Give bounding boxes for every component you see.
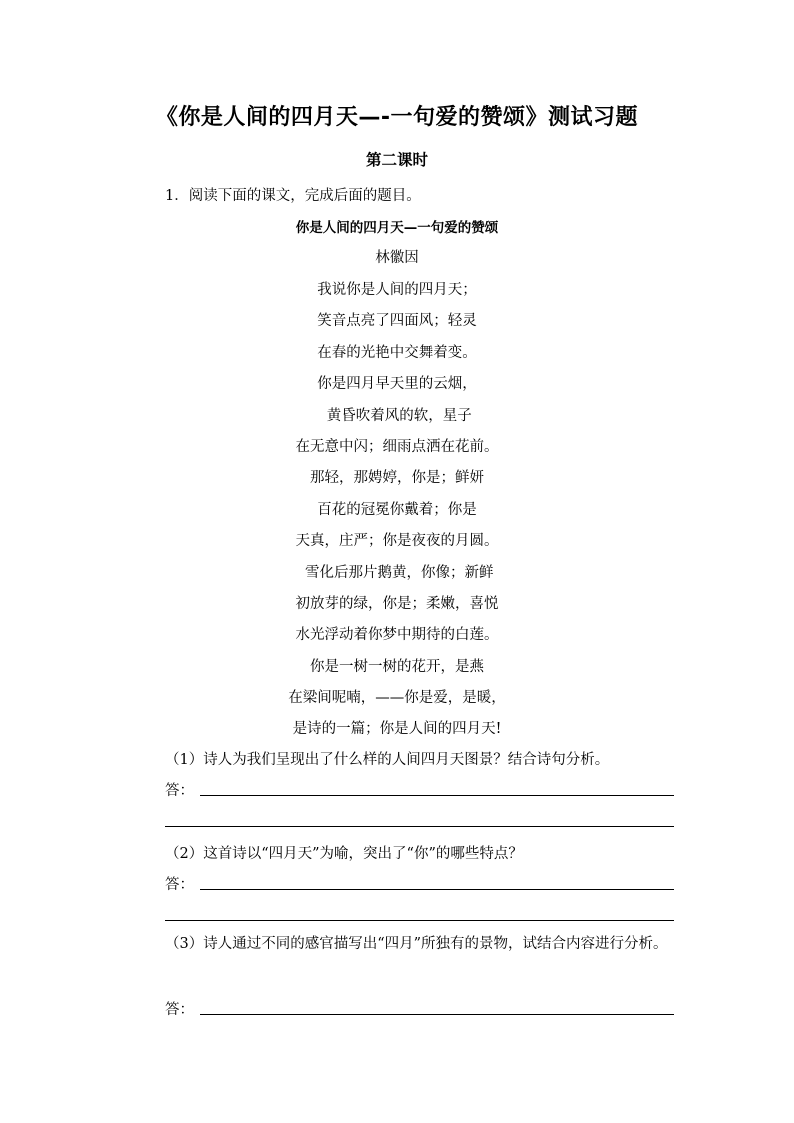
poem-line: 在梁间呢喃，——你是爱，是暖， xyxy=(288,690,506,707)
poem-line: 初放芽的绿，你是；柔嫩，喜悦 xyxy=(295,595,499,612)
answer-line-3a[interactable] xyxy=(200,1014,674,1015)
answer-label-1: 答： xyxy=(165,783,194,799)
poem-body xyxy=(0,278,794,749)
poem-line: 你是四月早天里的云烟， xyxy=(317,376,477,393)
question-3: （3）诗人通过不同的感官描写出“四月”所独有的景物，试结合内容进行分析。 xyxy=(165,936,668,952)
answer-line-2a[interactable] xyxy=(200,889,674,890)
question-2: （2）这首诗以“四月天”为喻，突出了“你”的哪些特点？ xyxy=(165,846,523,862)
reading-instruction: 1．阅读下面的课文，完成后面的题目。 xyxy=(165,188,421,204)
poem-line: 是诗的一篇；你是人间的四月天! xyxy=(292,721,502,738)
answer-label-3: 答： xyxy=(165,1002,194,1018)
poem-author: 林徽因 xyxy=(375,250,419,266)
poem-line: 水光浮动着你梦中期待的白莲。 xyxy=(295,627,499,644)
answer-line-1a[interactable] xyxy=(200,795,674,796)
poem-line: 那轻，那娉婷，你是；鲜妍 xyxy=(310,470,484,487)
poem-line: 我说你是人间的四月天； xyxy=(317,282,477,298)
poem-line: 百花的冠冕你戴着；你是 xyxy=(317,501,477,518)
answer-line-1b[interactable] xyxy=(165,826,674,827)
poem-line: 天真，庄严；你是夜夜的月圆。 xyxy=(295,533,499,550)
poem-line: 黄昏吹着风的软，星子 xyxy=(322,407,472,424)
poem-line: 在无意中闪；细雨点洒在花前。 xyxy=(295,438,499,455)
answer-line-2b[interactable] xyxy=(165,920,674,921)
poem-line: 笑音点亮了四面风；轻灵 xyxy=(317,313,477,330)
poem-line: 你是一树一树的花开，是燕 xyxy=(310,658,484,675)
document-title: 《你是人间的四月天—-一句爱的赞颂》测试习题 xyxy=(155,105,639,130)
poem-title: 你是人间的四月天—一句爱的赞颂 xyxy=(295,220,499,236)
poem-line: 在春的光艳中交舞着变。 xyxy=(317,344,477,361)
lesson-subtitle: 第二课时 xyxy=(365,151,428,169)
answer-label-2: 答： xyxy=(165,877,194,893)
poem-line: 雪化后那片鹅黄，你像；新鲜 xyxy=(300,564,494,581)
question-1: （1）诗人为我们呈现出了什么样的人间四月天图景？结合诗句分析。 xyxy=(165,752,610,768)
